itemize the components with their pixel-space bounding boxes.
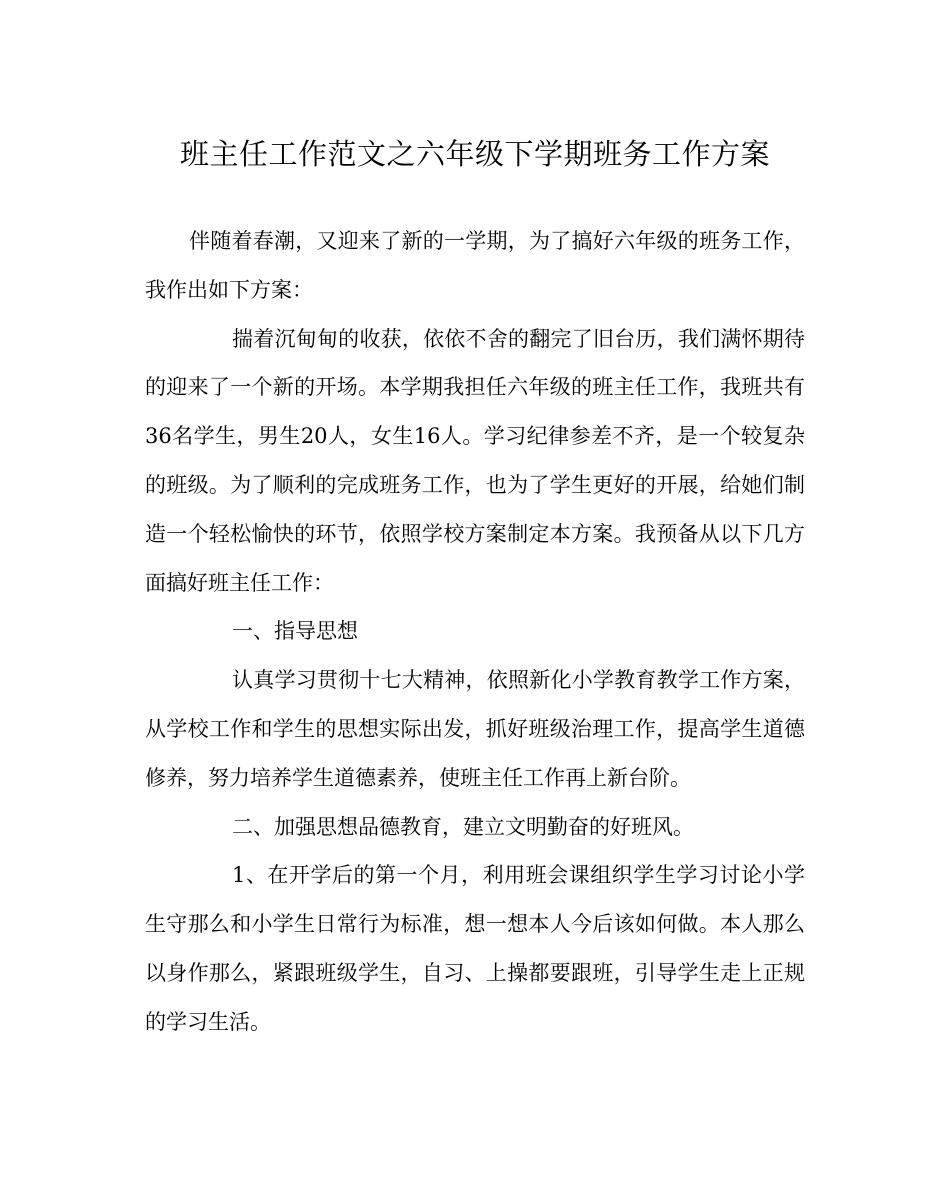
paragraph-guiding-ideology: 认真学习贯彻十七大精神，依照新化小学教育教学工作方案，从学校工作和学生的思想实际出发，抓好班级治理工作，提高学生道德修养，努力培养学生道德素养，使班主任工作再上新台阶。 — [145, 668, 805, 790]
section-heading-moral-education: 二、加强思想品德教育，建立文明勤奋的好班风。 — [232, 814, 694, 839]
paragraph-intro: 伴随着春潮，又迎来了新的一学期，为了搞好六年级的班务工作，我作出如下方案： — [145, 229, 805, 302]
paragraph-class-overview: 揣着沉甸甸的收获，依依不舍的翻完了旧台历，我们满怀期待的迎来了一个新的开场。本学期我担任六年级的班主任工作，我班共有36名学生，男生20人，女生16人。学习纪律参差不齐，是一个较复杂的班级。为了顺利的完成班务工作，也为了学生更好的开展，给她们制造一个轻松愉快的环节，依照学校方案制定本方案。我预备从以下几方面搞好班主任工作： — [145, 326, 805, 595]
paragraph-item-1: 1、在开学后的第一个月，利用班会课组织学生学习讨论小学生守那么和小学生日常行为标准，想一想本人今后该如何做。本人那么以身作那么，紧跟班级学生，自习、上操都要跟班，引导学生走上正规的学习生活。 — [145, 863, 805, 1034]
document-body — [145, 217, 805, 1047]
document-title: 班主任工作范文之六年级下学期班务工作方案 — [179, 137, 770, 171]
section-heading-guiding-ideology: 一、指导思想 — [232, 619, 358, 644]
